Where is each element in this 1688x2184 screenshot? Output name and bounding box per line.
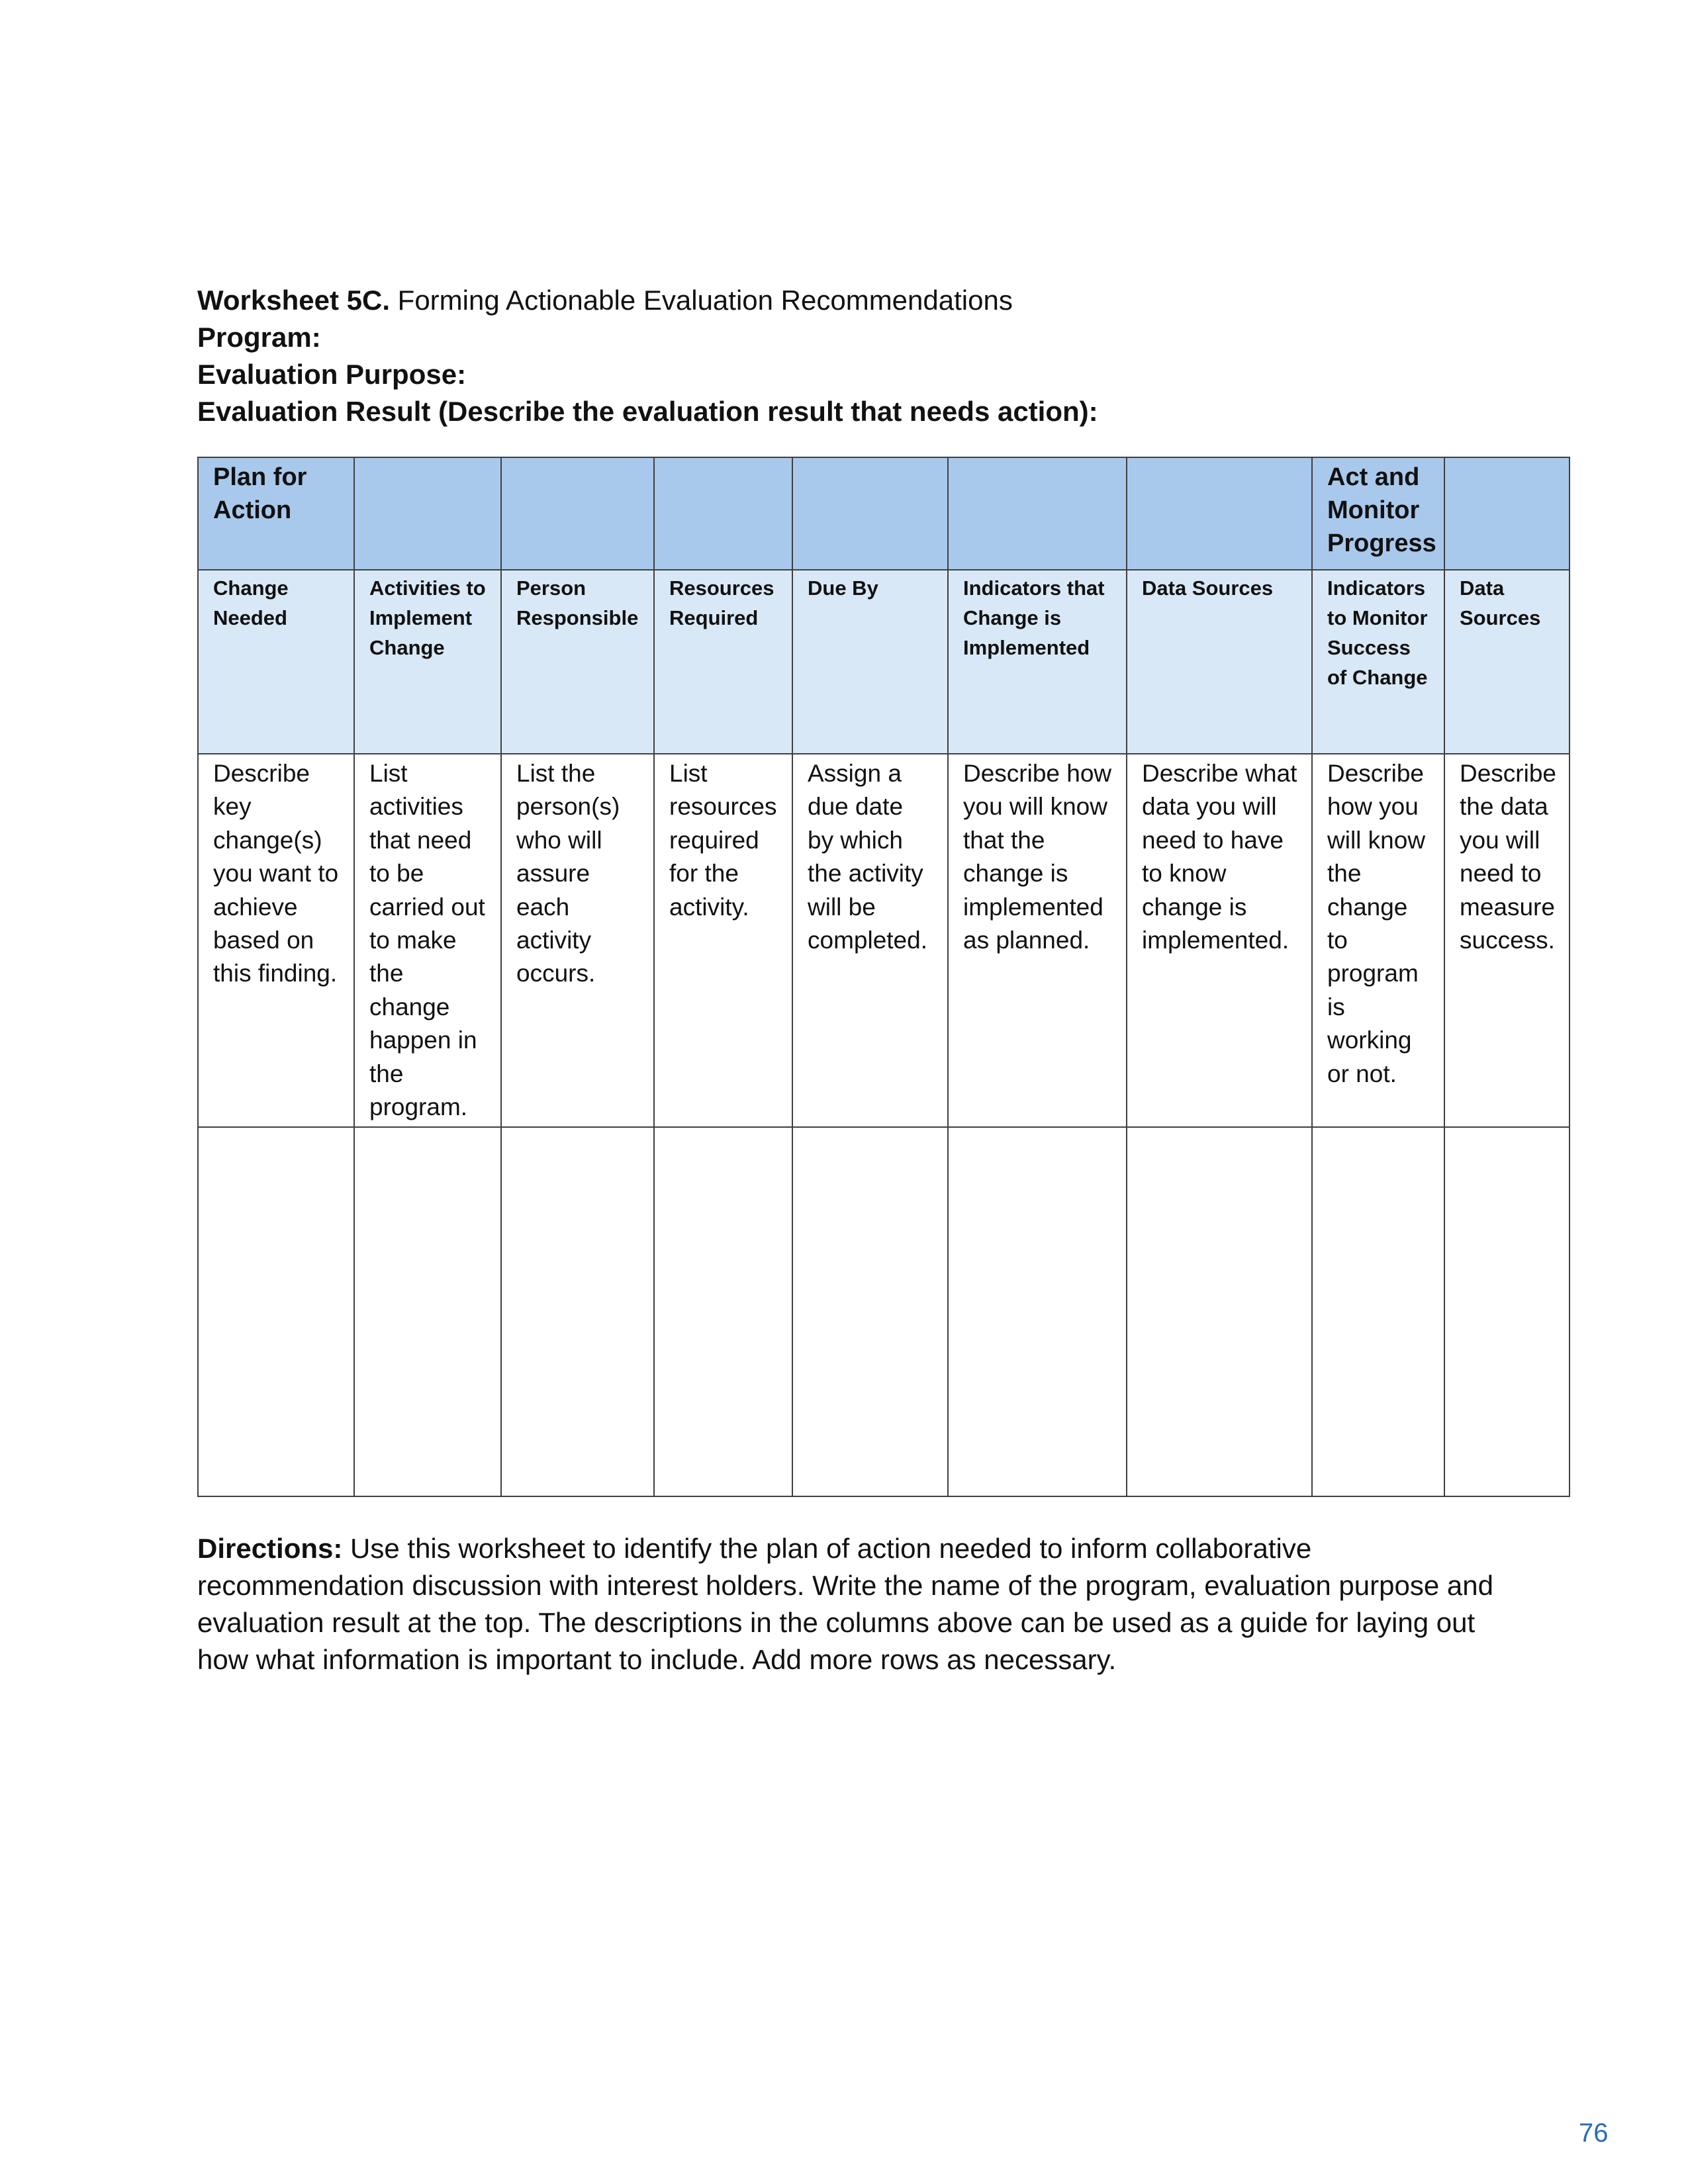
group-header-cell (1444, 457, 1570, 570)
evaluation-purpose-label: Evaluation Purpose: (197, 359, 467, 390)
entry-cell[interactable] (354, 1127, 501, 1496)
worksheet-title: Forming Actionable Evaluation Recommendations (390, 285, 1013, 316)
guidance-row (198, 754, 1570, 1127)
column-header-implementation-indicators: Indicators that Change is Implemented (948, 570, 1127, 754)
column-header-resources-required: Resources Required (654, 570, 792, 754)
guidance-cell: List the person(s) who will assure each activity occurs. (501, 754, 654, 1127)
worksheet-label: Worksheet 5C. (197, 285, 390, 316)
column-header-activities: Activities to Implement Change (354, 570, 501, 754)
directions-label: Directions: (197, 1533, 343, 1564)
group-header-cell (654, 457, 792, 570)
guidance-cell: Describe how you will know that the change is implemented as planned. (948, 754, 1127, 1127)
evaluation-result-label: Evaluation Result (Describe the evaluation result that needs action): (197, 396, 1098, 427)
guidance-cell: Describe the data you will need to measure success. (1444, 754, 1570, 1127)
page-number: 76 (1579, 2118, 1609, 2148)
group-header-cell (501, 457, 654, 570)
group-header-cell (948, 457, 1127, 570)
empty-entry-row (198, 1127, 1570, 1496)
entry-cell[interactable] (1312, 1127, 1444, 1496)
column-header-person-responsible: Person Responsible (501, 570, 654, 754)
entry-cell[interactable] (654, 1127, 792, 1496)
entry-cell[interactable] (198, 1127, 354, 1496)
guidance-cell: Describe key change(s) you want to achieve based on this finding. (198, 754, 354, 1127)
group-header-cell (354, 457, 501, 570)
column-header-success-indicators: Indicators to Monitor Success of Change (1312, 570, 1444, 754)
directions-paragraph (197, 1530, 1495, 1678)
guidance-cell: Describe how you will know the change to program is working or not. (1312, 754, 1444, 1127)
guidance-cell: List resources required for the activity. (654, 754, 792, 1127)
entry-cell[interactable] (1444, 1127, 1570, 1496)
group-header-cell (1127, 457, 1312, 570)
guidance-cell: List activities that need to be carried out to make the change happen in the program. (354, 754, 501, 1127)
entry-cell[interactable] (501, 1127, 654, 1496)
program-label: Program: (197, 322, 321, 353)
column-header-data-sources: Data Sources (1127, 570, 1312, 754)
group-header-act-and-monitor-progress: Act and Monitor Progress (1312, 457, 1444, 570)
column-header-row (198, 570, 1570, 754)
worksheet-table (197, 457, 1570, 1497)
group-header-cell (792, 457, 948, 570)
column-header-due-by: Due By (792, 570, 948, 754)
group-header-plan-for-action: Plan for Action (198, 457, 354, 570)
column-header-data-sources-monitor: Data Sources (1444, 570, 1570, 754)
entry-cell[interactable] (1127, 1127, 1312, 1496)
worksheet-heading (197, 282, 1521, 430)
worksheet-title-line (197, 282, 1521, 319)
directions-text: Use this worksheet to identify the plan of action needed to inform collaborative recommendation discussion with interest holders. Write the name of the program, evaluation purpose and evaluation result at the top. The descriptions in the columns above can be used as a guide for laying out how what information is important to include. Add more rows as necessary. (197, 1533, 1493, 1675)
entry-cell[interactable] (792, 1127, 948, 1496)
entry-cell[interactable] (948, 1127, 1127, 1496)
guidance-cell: Assign a due date by which the activity will be completed. (792, 754, 948, 1127)
group-header-row (198, 457, 1570, 570)
column-header-change-needed: Change Needed (198, 570, 354, 754)
guidance-cell: Describe what data you will need to have to know change is implemented. (1127, 754, 1312, 1127)
